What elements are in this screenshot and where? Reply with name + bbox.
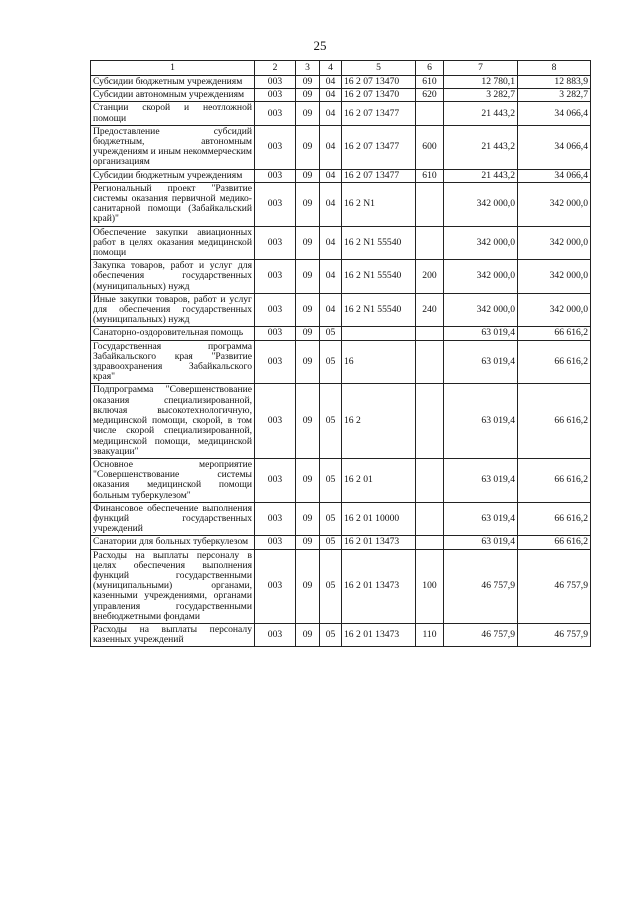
column-header: 4 xyxy=(320,61,342,76)
ministry-code-cell: 003 xyxy=(255,89,296,102)
target-article-cell: 16 2 xyxy=(342,384,416,458)
expense-type-cell xyxy=(416,384,444,458)
ministry-code-cell: 003 xyxy=(255,549,296,623)
table-body xyxy=(91,76,591,647)
target-article-cell: 16 xyxy=(342,340,416,384)
table-row xyxy=(91,182,591,226)
subsection-code-cell: 05 xyxy=(320,384,342,458)
section-code-cell: 09 xyxy=(296,384,320,458)
section-code-cell: 09 xyxy=(296,293,320,327)
amount-year2-cell: 66 616,2 xyxy=(518,340,591,384)
section-code-cell: 09 xyxy=(296,89,320,102)
section-code-cell: 09 xyxy=(296,549,320,623)
amount-year2-cell: 342 000,0 xyxy=(518,260,591,294)
item-name-cell: Субсидии бюджетным учреждениям xyxy=(91,76,255,89)
target-article-cell: 16 2 01 10000 xyxy=(342,502,416,536)
section-code-cell: 09 xyxy=(296,458,320,502)
subsection-code-cell: 05 xyxy=(320,340,342,384)
amount-year1-cell: 21 443,2 xyxy=(444,102,518,125)
item-name-cell: Субсидии автономным учреждениям xyxy=(91,89,255,102)
ministry-code-cell: 003 xyxy=(255,623,296,646)
ministry-code-cell: 003 xyxy=(255,502,296,536)
amount-year1-cell: 63 019,4 xyxy=(444,502,518,536)
target-article-cell: 16 2 01 13473 xyxy=(342,536,416,549)
expense-type-cell: 600 xyxy=(416,125,444,169)
amount-year2-cell: 342 000,0 xyxy=(518,226,591,260)
amount-year2-cell: 46 757,9 xyxy=(518,623,591,646)
target-article-cell: 16 2 N1 55540 xyxy=(342,293,416,327)
section-code-cell: 09 xyxy=(296,226,320,260)
table-row xyxy=(91,293,591,327)
target-article-cell: 16 2 07 13477 xyxy=(342,125,416,169)
section-code-cell: 09 xyxy=(296,102,320,125)
subsection-code-cell: 04 xyxy=(320,169,342,182)
expense-type-cell: 100 xyxy=(416,549,444,623)
column-header: 6 xyxy=(416,61,444,76)
subsection-code-cell: 04 xyxy=(320,125,342,169)
expense-type-cell xyxy=(416,536,444,549)
item-name-cell: Закупка товаров, работ и услуг для обеспечения государственных (муниципальных) нужд xyxy=(91,260,255,294)
expense-type-cell: 620 xyxy=(416,89,444,102)
item-name-cell: Станции скорой и неотложной помощи xyxy=(91,102,255,125)
ministry-code-cell: 003 xyxy=(255,182,296,226)
expense-type-cell: 240 xyxy=(416,293,444,327)
table-row xyxy=(91,536,591,549)
item-name-cell: Подпрограмма "Совершенствование оказания специализированной, включая высокотехнологичную, медицинской помощи, скорой, в том числе скорой специализированной, медицинской помощи, медицинской эвакуации" xyxy=(91,384,255,458)
section-code-cell: 09 xyxy=(296,125,320,169)
target-article-cell: 16 2 07 13470 xyxy=(342,76,416,89)
column-header: 1 xyxy=(91,61,255,76)
table-row xyxy=(91,327,591,340)
table-row xyxy=(91,502,591,536)
table-row xyxy=(91,623,591,646)
item-name-cell: Расходы на выплаты персоналу в целях обеспечения выполнения функций государственными (муниципальными) органами, казенными учреждениями, органами управления государственными внебюджетными фондами xyxy=(91,549,255,623)
section-code-cell: 09 xyxy=(296,327,320,340)
expense-type-cell xyxy=(416,502,444,536)
target-article-cell: 16 2 N1 xyxy=(342,182,416,226)
ministry-code-cell: 003 xyxy=(255,458,296,502)
item-name-cell: Санаторно-оздоровительная помощь xyxy=(91,327,255,340)
amount-year2-cell: 66 616,2 xyxy=(518,458,591,502)
amount-year2-cell: 34 066,4 xyxy=(518,125,591,169)
subsection-code-cell: 04 xyxy=(320,182,342,226)
item-name-cell: Региональный проект "Развитие системы оказания первичной медико-санитарной помощи (Забайкальский край)" xyxy=(91,182,255,226)
ministry-code-cell: 003 xyxy=(255,169,296,182)
item-name-cell: Санатории для больных туберкулезом xyxy=(91,536,255,549)
item-name-cell: Иные закупки товаров, работ и услуг для обеспечения государственных (муниципальных) нужд xyxy=(91,293,255,327)
subsection-code-cell: 04 xyxy=(320,89,342,102)
expense-type-cell: 200 xyxy=(416,260,444,294)
section-code-cell: 09 xyxy=(296,182,320,226)
section-code-cell: 09 xyxy=(296,623,320,646)
table-row xyxy=(91,549,591,623)
subsection-code-cell: 04 xyxy=(320,102,342,125)
ministry-code-cell: 003 xyxy=(255,293,296,327)
expense-type-cell xyxy=(416,340,444,384)
section-code-cell: 09 xyxy=(296,340,320,384)
amount-year2-cell: 66 616,2 xyxy=(518,327,591,340)
table-row xyxy=(91,458,591,502)
amount-year2-cell: 342 000,0 xyxy=(518,293,591,327)
item-name-cell: Обеспечение закупки авиационных работ в целях оказания медицинской помощи xyxy=(91,226,255,260)
section-code-cell: 09 xyxy=(296,260,320,294)
item-name-cell: Государственная программа Забайкальского края "Развитие здравоохранения Забайкальского края" xyxy=(91,340,255,384)
amount-year1-cell: 342 000,0 xyxy=(444,226,518,260)
subsection-code-cell: 04 xyxy=(320,260,342,294)
ministry-code-cell: 003 xyxy=(255,536,296,549)
amount-year1-cell: 3 282,7 xyxy=(444,89,518,102)
amount-year2-cell: 66 616,2 xyxy=(518,536,591,549)
subsection-code-cell: 05 xyxy=(320,458,342,502)
ministry-code-cell: 003 xyxy=(255,102,296,125)
amount-year1-cell: 21 443,2 xyxy=(444,169,518,182)
amount-year1-cell: 63 019,4 xyxy=(444,327,518,340)
item-name-cell: Основное мероприятие "Совершенствование системы оказания медицинской помощи больным туберкулезом" xyxy=(91,458,255,502)
expense-type-cell: 110 xyxy=(416,623,444,646)
ministry-code-cell: 003 xyxy=(255,384,296,458)
budget-table xyxy=(90,60,591,647)
table-row xyxy=(91,260,591,294)
amount-year1-cell: 46 757,9 xyxy=(444,549,518,623)
amount-year1-cell: 63 019,4 xyxy=(444,536,518,549)
table-row xyxy=(91,226,591,260)
target-article-cell xyxy=(342,327,416,340)
table-row xyxy=(91,76,591,89)
subsection-code-cell: 04 xyxy=(320,226,342,260)
column-header: 7 xyxy=(444,61,518,76)
target-article-cell: 16 2 01 13473 xyxy=(342,623,416,646)
column-header: 2 xyxy=(255,61,296,76)
amount-year1-cell: 46 757,9 xyxy=(444,623,518,646)
subsection-code-cell: 05 xyxy=(320,327,342,340)
item-name-cell: Субсидии бюджетным учреждениям xyxy=(91,169,255,182)
table-row xyxy=(91,384,591,458)
ministry-code-cell: 003 xyxy=(255,340,296,384)
expense-type-cell: 610 xyxy=(416,169,444,182)
expense-type-cell xyxy=(416,182,444,226)
subsection-code-cell: 04 xyxy=(320,76,342,89)
section-code-cell: 09 xyxy=(296,502,320,536)
expense-type-cell xyxy=(416,327,444,340)
target-article-cell: 16 2 N1 55540 xyxy=(342,226,416,260)
item-name-cell: Расходы на выплаты персоналу казенных учреждений xyxy=(91,623,255,646)
item-name-cell: Предоставление субсидий бюджетным, автономным учреждениям и иным некоммерческим организациям xyxy=(91,125,255,169)
column-header: 8 xyxy=(518,61,591,76)
amount-year2-cell: 3 282,7 xyxy=(518,89,591,102)
subsection-code-cell: 05 xyxy=(320,623,342,646)
section-code-cell: 09 xyxy=(296,536,320,549)
ministry-code-cell: 003 xyxy=(255,76,296,89)
table-row xyxy=(91,125,591,169)
amount-year1-cell: 342 000,0 xyxy=(444,182,518,226)
subsection-code-cell: 04 xyxy=(320,293,342,327)
expense-type-cell xyxy=(416,102,444,125)
amount-year1-cell: 342 000,0 xyxy=(444,260,518,294)
table-row xyxy=(91,340,591,384)
subsection-code-cell: 05 xyxy=(320,536,342,549)
column-header: 3 xyxy=(296,61,320,76)
table-header-row xyxy=(91,61,591,76)
target-article-cell: 16 2 01 xyxy=(342,458,416,502)
ministry-code-cell: 003 xyxy=(255,260,296,294)
target-article-cell: 16 2 07 13470 xyxy=(342,89,416,102)
amount-year1-cell: 63 019,4 xyxy=(444,340,518,384)
amount-year2-cell: 34 066,4 xyxy=(518,169,591,182)
amount-year2-cell: 34 066,4 xyxy=(518,102,591,125)
amount-year1-cell: 12 780,1 xyxy=(444,76,518,89)
subsection-code-cell: 05 xyxy=(320,549,342,623)
page-number: 25 xyxy=(313,38,327,53)
amount-year1-cell: 63 019,4 xyxy=(444,458,518,502)
target-article-cell: 16 2 07 13477 xyxy=(342,102,416,125)
ministry-code-cell: 003 xyxy=(255,125,296,169)
ministry-code-cell: 003 xyxy=(255,327,296,340)
amount-year1-cell: 63 019,4 xyxy=(444,384,518,458)
target-article-cell: 16 2 01 13473 xyxy=(342,549,416,623)
table-row xyxy=(91,102,591,125)
table-row xyxy=(91,169,591,182)
target-article-cell: 16 2 07 13477 xyxy=(342,169,416,182)
column-header: 5 xyxy=(342,61,416,76)
amount-year2-cell: 66 616,2 xyxy=(518,384,591,458)
target-article-cell: 16 2 N1 55540 xyxy=(342,260,416,294)
table-row xyxy=(91,89,591,102)
amount-year1-cell: 21 443,2 xyxy=(444,125,518,169)
item-name-cell: Финансовое обеспечение выполнения функций государственных учреждений xyxy=(91,502,255,536)
ministry-code-cell: 003 xyxy=(255,226,296,260)
amount-year2-cell: 66 616,2 xyxy=(518,502,591,536)
section-code-cell: 09 xyxy=(296,169,320,182)
expense-type-cell: 610 xyxy=(416,76,444,89)
subsection-code-cell: 05 xyxy=(320,502,342,536)
amount-year2-cell: 12 883,9 xyxy=(518,76,591,89)
expense-type-cell xyxy=(416,226,444,260)
amount-year2-cell: 46 757,9 xyxy=(518,549,591,623)
expense-type-cell xyxy=(416,458,444,502)
amount-year1-cell: 342 000,0 xyxy=(444,293,518,327)
section-code-cell: 09 xyxy=(296,76,320,89)
amount-year2-cell: 342 000,0 xyxy=(518,182,591,226)
